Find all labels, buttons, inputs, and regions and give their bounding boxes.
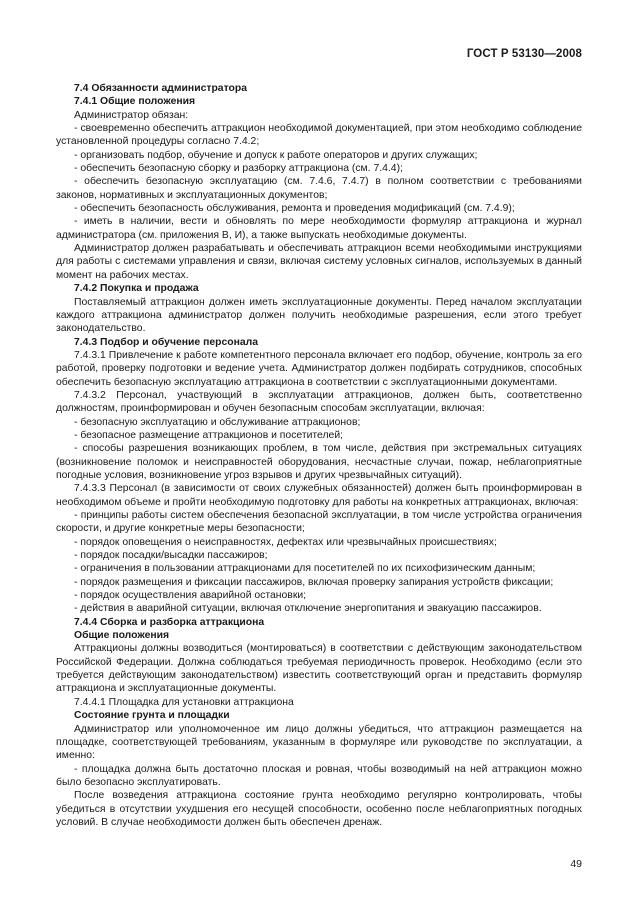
list-item: - своевременно обеспечить аттракцион необходимой документацией, при этом необходимо соблюдение установленной процедуры согласно 7.4.2; bbox=[56, 123, 582, 148]
list-item: - порядок оповещения о неисправностях, дефектах или чрезвычайных происшествиях; bbox=[74, 536, 497, 548]
list-item: - действия в аварийной ситуации, включая отключение энергопитания и эвакуацию пассажиров. bbox=[74, 603, 542, 615]
standard-code-header: ГОСТ Р 53130—2008 bbox=[466, 48, 582, 60]
page-number: 49 bbox=[570, 858, 582, 870]
list-item: - обеспечить безопасную эксплуатацию (см. 7.4.6, 7.4.7) в полном соответствии с требованиями законов, нормативных и эксплуатационных документов; bbox=[56, 176, 582, 201]
paragraph: 7.4.3.1 Привлечение к работе компетентного персонала включает его подбор, обучение, контроль за его работой, проверку подготовки и ведение учета. Администратор должен подбирать сотрудников, способных обеспечить безопасную эксплуатацию аттракциона в соответствии с эксплуатационными документами. bbox=[56, 349, 582, 388]
list-item: - порядок размещения и фиксации пассажиров, включая проверку запирания устройств фиксации; bbox=[74, 576, 554, 588]
subsection-heading: 7.4.2 Покупка и продажа bbox=[74, 283, 199, 295]
subsection-heading: 7.4.4 Сборка и разборка аттракциона bbox=[74, 616, 265, 628]
paragraph: 7.4.3.2 Персонал, участвующий в эксплуатации аттракционов, должен быть, соответственно должностям, проинформирован и обучен безопасным способам эксплуатации, включая: bbox=[56, 389, 582, 415]
list-item: - безопасное размещение аттракционов и посетителей; bbox=[74, 429, 344, 441]
list-item: - площадка должна быть достаточно плоская и ровная, чтобы возводимый на ней аттракцион можно было безопасно эксплуатировать. bbox=[56, 763, 582, 788]
list-item: - порядок осуществления аварийной остановки; bbox=[74, 590, 307, 602]
paragraph: 7.4.4.1 Площадка для установки аттракциона bbox=[74, 696, 294, 708]
paragraph: После возведения аттракциона состояние грунта необходимо регулярно контролировать, чтобы убедиться в отсутствии ухудшения его несущей способности, особенно после неблагоприятных погодных условий. В случае необходимости должен быть обеспечен дренаж. bbox=[56, 790, 582, 828]
subsection-heading: 7.4.1 Общие положения bbox=[74, 96, 196, 108]
list-item: - организовать подбор, обучение и допуск к работе операторов и других служащих; bbox=[74, 149, 478, 161]
list-item: - обеспечить безопасность обслуживания, ремонта и проведения модификаций (см. 7.4.9); bbox=[74, 203, 515, 215]
list-item: - порядок посадки/высадки пассажиров; bbox=[74, 550, 268, 562]
list-item: - обеспечить безопасную сборку и разборку аттракциона (см. 7.4.4); bbox=[74, 163, 403, 175]
subheading: Состояние грунта и площадки bbox=[74, 710, 230, 722]
paragraph: Администратор или уполномоченное им лицо должны убедиться, что аттракцион размещается на площадке, соответствующей требованиям, указанным в формуляре или руководстве по эксплуатации, а именно: bbox=[56, 723, 582, 762]
subheading: Общие положения bbox=[74, 630, 170, 642]
section-heading: 7.4 Обязанности администратора bbox=[74, 83, 247, 94]
paragraph: Поставляемый аттракцион должен иметь эксплуатационные документы. Перед началом эксплуатации каждого аттракциона администратор должен получить необходимые разрешения, если этого требует законодательство. bbox=[56, 296, 582, 335]
list-item: - принципы работы систем обеспечения безопасной эксплуатации, в том числе устройства ограничения скорости, и другие конкретные меры безопасности; bbox=[56, 510, 582, 535]
list-item: - ограничения в пользовании аттракционами для посетителей по их психофизическим данным; bbox=[74, 563, 536, 575]
list-item: - безопасную эксплуатацию и обслуживание аттракционов; bbox=[74, 416, 361, 428]
subsection-heading: 7.4.3 Подбор и обучение персонала bbox=[74, 336, 259, 348]
document-body bbox=[56, 82, 582, 829]
list-item: - иметь в наличии, вести и обновлять по мере необходимости формуляр аттракциона и журнал администратора (см. приложения В, И), а также выпускать необходимые документы. bbox=[56, 216, 582, 241]
list-item: - способы разрешения возникающих проблем, в том числе, действия при экстремальных ситуациях (возникновение поломок и неисправностей оборудования, несчастные случаи, пожар, неблагоприятные погодные условия, возникновение угроз взрывов и других чрезвычайных ситуаций). bbox=[56, 443, 582, 481]
paragraph: Администратор должен разрабатывать и обеспечивать аттракцион всеми необходимыми инструкциями для работы с системами управления и связи, включая систему условных сигналов, используемых в данный момент на рабочих местах. bbox=[56, 243, 582, 281]
paragraph: Администратор обязан: bbox=[74, 109, 189, 121]
paragraph: 7.4.3.3 Персонал (в зависимости от своих служебных обязанностей) должен быть проинформирован в необходимом объеме и пройти необходимую подготовку для работы на конкретных аттракционах, включая: bbox=[56, 483, 582, 508]
paragraph: Аттракционы должны возводиться (монтироваться) в соответствии с действующим законодательством Российской Федерации. Должна соблюдаться требуемая периодичность проверок. Необходимо (если это требуется действующим законодательством) известить соответствующий орган и представить формуляр аттракциона и эксплуатационные документы. bbox=[56, 643, 582, 695]
